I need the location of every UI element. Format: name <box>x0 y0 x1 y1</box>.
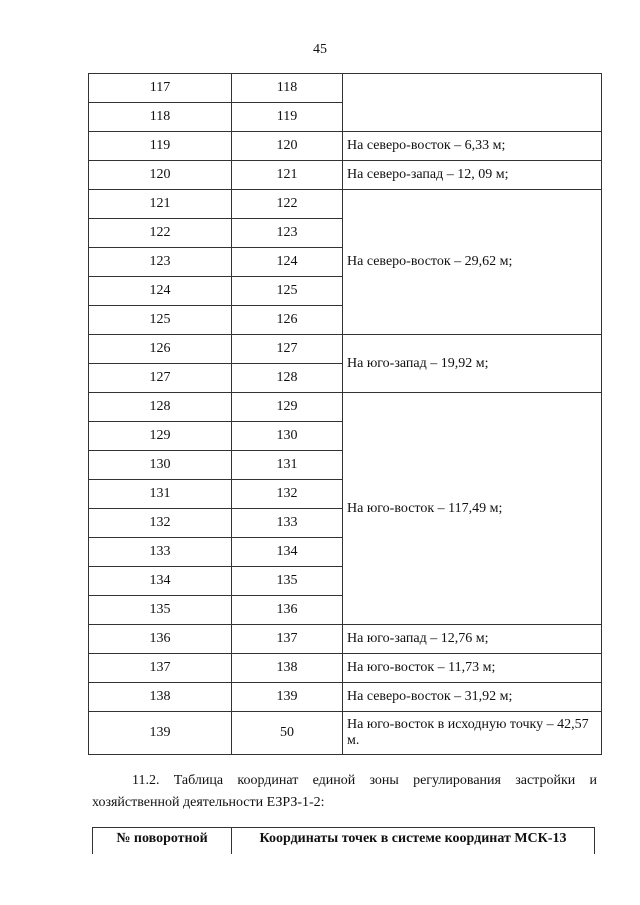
table-row <box>89 654 602 683</box>
to-point-cell: 121 <box>232 161 343 190</box>
next-table-header <box>92 827 595 854</box>
page-number: 45 <box>313 42 327 57</box>
to-point-cell: 130 <box>232 422 343 451</box>
from-point-cell: 129 <box>89 422 232 451</box>
from-point-cell: 121 <box>89 190 232 219</box>
to-point-cell: 139 <box>232 683 343 712</box>
to-point-cell: 122 <box>232 190 343 219</box>
to-point-cell: 128 <box>232 364 343 393</box>
to-point-cell: 135 <box>232 567 343 596</box>
from-point-cell: 132 <box>89 509 232 538</box>
table-row <box>89 74 602 103</box>
direction-cell: На северо-восток – 6,33 м; <box>343 132 602 161</box>
direction-cell: На северо-запад – 12, 09 м; <box>343 161 602 190</box>
to-point-cell: 127 <box>232 335 343 364</box>
to-point-cell: 125 <box>232 277 343 306</box>
from-point-cell: 128 <box>89 393 232 422</box>
from-point-cell: 118 <box>89 103 232 132</box>
table-row <box>89 712 602 755</box>
from-point-cell: 138 <box>89 683 232 712</box>
to-point-cell: 124 <box>232 248 343 277</box>
table-row <box>89 132 602 161</box>
paragraph-line: 11.2. Таблица координат единой зоны регулирования застройки и <box>132 773 597 788</box>
to-point-cell: 131 <box>232 451 343 480</box>
from-point-cell: 125 <box>89 306 232 335</box>
from-point-cell: 131 <box>89 480 232 509</box>
table-row <box>89 190 602 219</box>
from-point-cell: 130 <box>89 451 232 480</box>
from-point-cell: 136 <box>89 625 232 654</box>
table-row <box>89 625 602 654</box>
table-row <box>89 393 602 422</box>
to-point-cell: 138 <box>232 654 343 683</box>
from-point-cell: 127 <box>89 364 232 393</box>
header-cell-coordinates: Координаты точек в системе координат МСК-13 <box>232 828 595 855</box>
to-point-cell: 132 <box>232 480 343 509</box>
to-point-cell: 137 <box>232 625 343 654</box>
table-row <box>89 683 602 712</box>
to-point-cell: 120 <box>232 132 343 161</box>
from-point-cell: 134 <box>89 567 232 596</box>
table-row <box>89 161 602 190</box>
direction-cell: На юго-восток – 117,49 м; <box>343 393 602 625</box>
section-paragraph <box>92 770 597 814</box>
to-point-cell: 118 <box>232 74 343 103</box>
from-point-cell: 124 <box>89 277 232 306</box>
to-point-cell: 134 <box>232 538 343 567</box>
from-point-cell: 133 <box>89 538 232 567</box>
direction-cell: На юго-запад – 19,92 м; <box>343 335 602 393</box>
direction-cell <box>343 74 602 132</box>
to-point-cell: 123 <box>232 219 343 248</box>
to-point-cell: 119 <box>232 103 343 132</box>
from-point-cell: 135 <box>89 596 232 625</box>
direction-cell: На юго-восток – 11,73 м; <box>343 654 602 683</box>
table-row <box>89 335 602 364</box>
from-point-cell: 137 <box>89 654 232 683</box>
to-point-cell: 133 <box>232 509 343 538</box>
direction-cell: На юго-запад – 12,76 м; <box>343 625 602 654</box>
from-point-cell: 122 <box>89 219 232 248</box>
from-point-cell: 117 <box>89 74 232 103</box>
paragraph-line: хозяйственной деятельности ЕЗРЗ-1-2: <box>92 795 325 810</box>
direction-cell: На северо-восток – 29,62 м; <box>343 190 602 335</box>
to-point-cell: 136 <box>232 596 343 625</box>
to-point-cell: 126 <box>232 306 343 335</box>
from-point-cell: 120 <box>89 161 232 190</box>
from-point-cell: 139 <box>89 712 232 755</box>
coordinates-table <box>88 73 602 755</box>
header-cell-point-number: № поворотной <box>93 828 232 855</box>
from-point-cell: 126 <box>89 335 232 364</box>
direction-cell: На северо-восток – 31,92 м; <box>343 683 602 712</box>
from-point-cell: 123 <box>89 248 232 277</box>
from-point-cell: 119 <box>89 132 232 161</box>
to-point-cell: 129 <box>232 393 343 422</box>
to-point-cell: 50 <box>232 712 343 755</box>
direction-cell: На юго-восток в исходную точку – 42,57 м. <box>343 712 602 755</box>
